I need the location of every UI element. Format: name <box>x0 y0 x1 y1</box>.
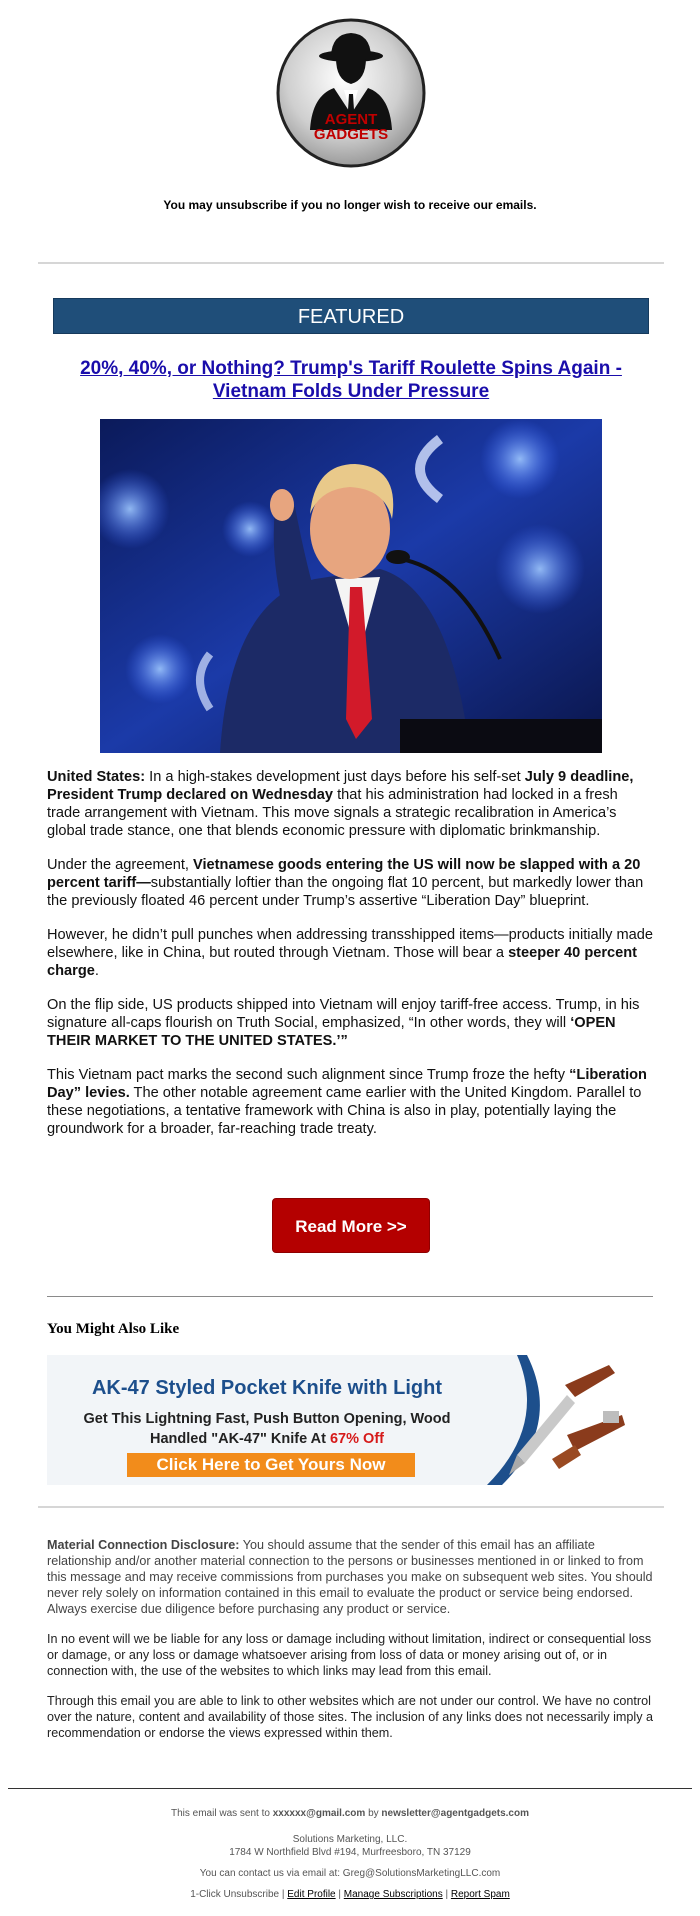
footer-address: 1784 W Northfield Blvd #194, Murfreesboro, TN 37129 <box>229 1847 471 1858</box>
footer-links: 1-Click Unsubscribe | Edit Profile | Manage Subscriptions | Report Spam <box>190 1889 510 1900</box>
ad-title: AK-47 Styled Pocket Knife with Light <box>91 1377 443 1399</box>
footer-contact: You can contact us via email at: Greg@SolutionsMarketingLLC.com <box>199 1868 501 1879</box>
divider-footer <box>8 1788 692 1789</box>
disclosure-paragraph-3: Through this email you are able to link to other websites which are not under our control. We have no control over the nature, content and availability of those sites. The inclusion of any links does not necessarily imply a recommendation or endorse the views expressed within them. <box>47 1694 654 1740</box>
article-paragraph-4: On the flip side, US products shipped into Vietnam will enjoy tariff-free access. Trump, in his signature all-caps flourish on Truth Social, emphasized, “In other words, they will ‘OPEN THEIR MARKET TO THE UNITED STATES.’” <box>47 997 640 1049</box>
article-paragraph-5: This Vietnam pact marks the second such alignment since Trump froze the hefty “Liberation Day” levies. The other notable agreement came earlier with the United Kingdom. Parallel to these negotiations, a tentative framework with China is also in play, potentially laying the groundwork for a broader, far-reaching trade treaty. <box>47 1067 647 1137</box>
manage-subscriptions-link[interactable]: Manage Subscriptions <box>343 1889 443 1900</box>
logo-line-2: GADGETS <box>313 126 389 143</box>
ad-description: Get This Lightning Fast, Push Button Opening, Wood Handled "AK-47" Knife At 67% Off <box>83 1411 451 1447</box>
featured-banner: FEATURED <box>53 298 649 334</box>
dateline: United States: <box>47 769 146 785</box>
disclosure-label: Material Connection Disclosure: <box>47 1538 240 1552</box>
read-more-button[interactable]: Read More >> <box>272 1198 430 1253</box>
footer-company: Solutions Marketing, LLC. <box>292 1834 408 1845</box>
disclosure-paragraph-1: Material Connection Disclosure: You should assume that the sender of this email has an affiliate relationship and/or another material connection to the persons or businesses mentioned in or linked to from this message and may receive commissions from purchases you make on subsequent web sites. You should never rely solely on information contained in this email to evaluate the product or service being endorsed. Always exercise due diligence before purchasing any product or service. <box>47 1538 653 1616</box>
divider-top <box>38 262 664 264</box>
one-click-unsubscribe-link[interactable]: 1-Click Unsubscribe <box>190 1889 280 1900</box>
brand-logo[interactable] <box>276 18 426 168</box>
article-paragraph-2: Under the agreement, Vietnamese goods entering the US will now be slapped with a 20 percent tariff—substantially loftier than the ongoing flat 10 percent, but markedly lower than the previously floated 46 percent under Trump’s assertive “Liberation Day” blueprint. <box>47 857 644 909</box>
disclosure-paragraph-2: In no event will we be liable for any loss or damage including without limitation, indirect or consequential loss or damage, or any loss or damage whatsoever arising from loss of data or money arising out of, or in connection with, the use of the websites to which links may lead from this email. <box>47 1632 652 1678</box>
agent-silhouette-icon <box>276 18 426 168</box>
article-paragraph-3: However, he didn’t pull punches when addressing transshipped items—products initially made elsewhere, like in China, but routed through Vietnam. Those will bear a steeper 40 percent charge. <box>47 927 653 979</box>
ad-cta-button[interactable]: Click Here to Get Yours Now <box>127 1453 415 1477</box>
article-paragraph-1: United States: In a high-stakes development just days before his self-set July 9 deadline, President Trump declared on Wednesday that his administration had locked in a fresh trade arrangement with Vietnam. This move signals a strategic recalibration in America’s global trade stance, one that blends economic pressure with diplomatic brinkmanship. <box>47 769 634 839</box>
product-ad-banner[interactable] <box>47 1355 640 1485</box>
article-headline-link[interactable]: 20%, 40%, or Nothing? Trump's Tariff Roulette Spins Again - Vietnam Folds Under Pressure <box>80 358 622 402</box>
article-body <box>47 768 655 1154</box>
unsubscribe-notice: You may unsubscribe if you no longer wish to receive our emails. <box>163 198 537 212</box>
footer-sent-to: This email was sent to xxxxxx@gmail.com by newsletter@agentgadgets.com <box>171 1808 529 1819</box>
divider-bottom <box>38 1506 664 1508</box>
you-might-also-like-heading: You Might Also Like <box>47 1321 180 1337</box>
edit-profile-link[interactable]: Edit Profile <box>287 1889 336 1900</box>
divider-mid <box>47 1296 653 1297</box>
report-spam-link[interactable]: Report Spam <box>450 1889 510 1900</box>
disclosure-section <box>47 1537 657 1755</box>
logo-line-1: AGENT <box>324 111 378 128</box>
article-hero-image[interactable] <box>100 419 602 753</box>
